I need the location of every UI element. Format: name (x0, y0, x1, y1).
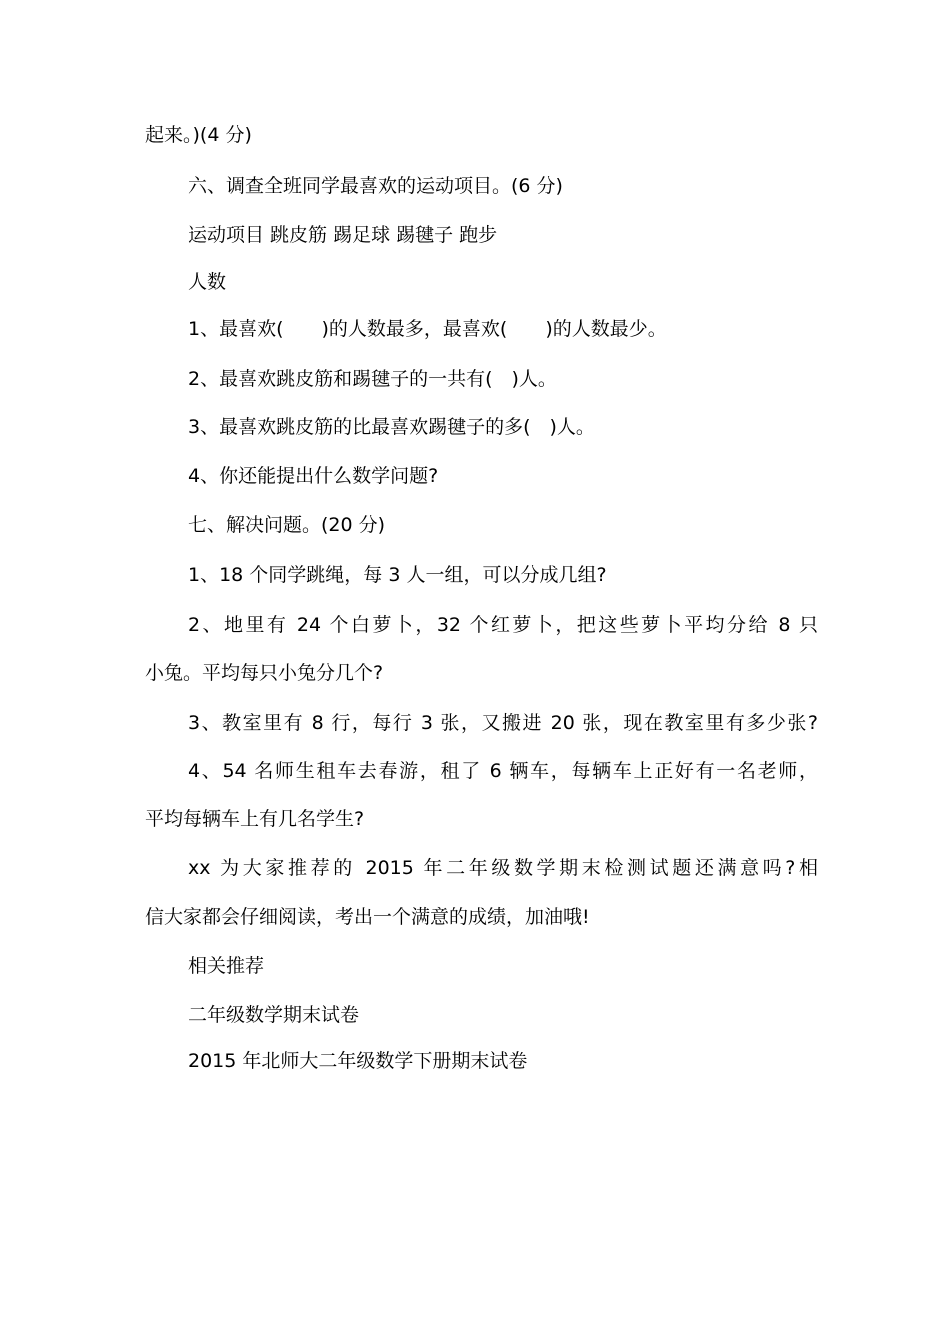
related-item-1: 二年级数学期末试卷 (188, 1004, 360, 1026)
survey-items-row: 运动项目 跳皮筋 踢足球 踢毽子 跑步 (188, 224, 498, 246)
question-seven-3: 3、教室里有 8 行，每行 3 张，又搬进 20 张，现在教室里有多少张? (188, 712, 818, 734)
related-item-2: 2015 年北师大二年级数学下册期末试卷 (188, 1050, 528, 1072)
question-six-2: 2、最喜欢跳皮筋和踢毽子的一共有( )人。 (188, 368, 557, 390)
section-six-heading: 六、调查全班同学最喜欢的运动项目。(6 分) (188, 175, 563, 197)
question-seven-1: 1、18 个同学跳绳，每 3 人一组，可以分成几组? (188, 564, 607, 586)
question-six-1: 1、最喜欢( )的人数最多，最喜欢( )的人数最少。 (188, 318, 667, 340)
related-heading: 相关推荐 (188, 955, 265, 977)
question-six-3: 3、最喜欢跳皮筋的比最喜欢踢毽子的多( )人。 (188, 416, 595, 438)
survey-count-row: 人数 (188, 271, 227, 293)
section-seven-heading: 七、解决问题。(20 分) (188, 514, 386, 536)
question-seven-4-line1: 4、54 名师生租车去春游，租了 6 辆车，每辆车上正好有一名老师， (188, 760, 818, 782)
question-seven-4-line2: 平均每辆车上有几名学生? (145, 808, 365, 830)
question-seven-2-line2: 小兔。平均每只小兔分几个? (145, 662, 384, 684)
question-seven-2-line1: 2、地里有 24 个白萝卜，32 个红萝卜，把这些萝卜平均分给 8 只 (188, 614, 818, 636)
text-line-continuation: 起来。)(4 分) (145, 124, 252, 146)
closing-paragraph-line2: 信大家都会仔细阅读，考出一个满意的成绩，加油哦! (145, 906, 590, 928)
question-six-4: 4、你还能提出什么数学问题? (188, 465, 439, 487)
closing-paragraph-line1: xx 为大家推荐的 2015 年二年级数学期末检测试题还满意吗?相 (188, 857, 818, 879)
